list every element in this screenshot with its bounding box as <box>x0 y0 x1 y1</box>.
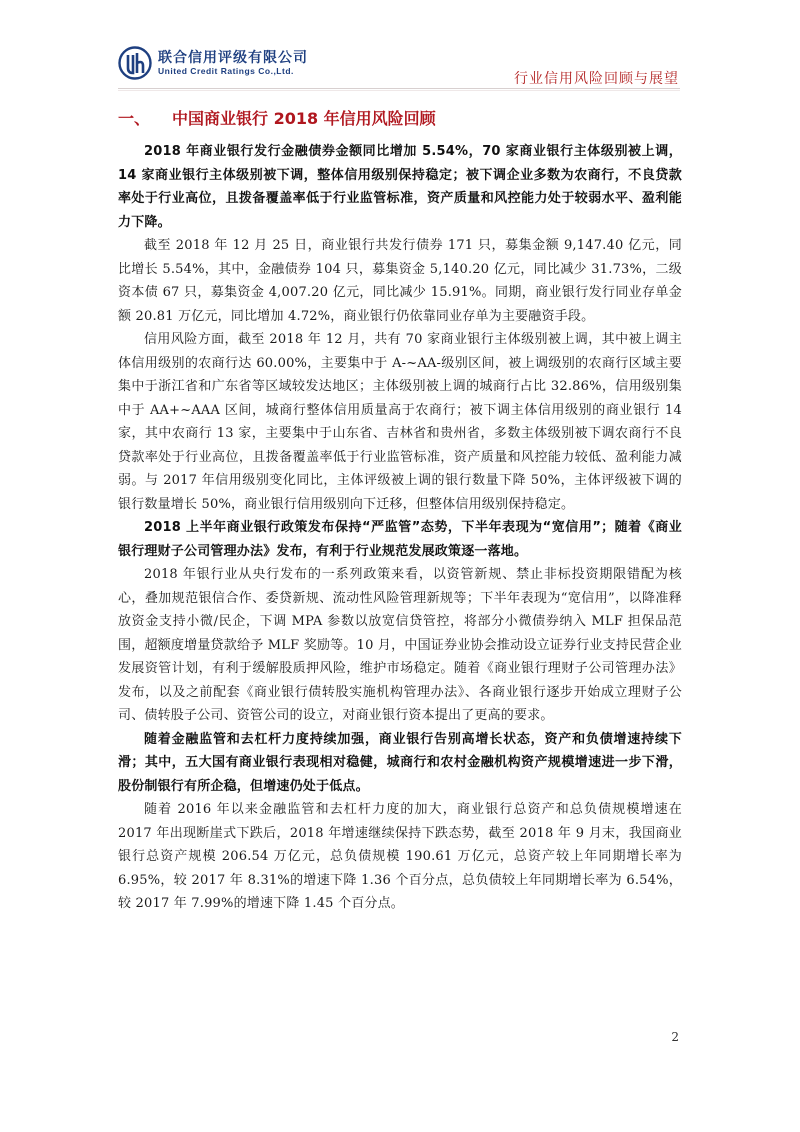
company-name-en: United Credit Ratings Co.,Ltd. <box>158 65 294 76</box>
header-divider-light <box>118 90 680 91</box>
ucr-logo-icon <box>118 46 152 80</box>
summary-paragraph: 2018 年商业银行发行金融债券金额同比增加 5.54%，70 家商业银行主体级别被上调，14 家商业银行主体级别被下调，整体信用级别保持稳定；被下调企业多数为农商行，不良贷款率处于行业高位，且拨备覆盖率低于行业监管标准，资产质量和风控能力处于较弱水平、盈利能力下降。 <box>118 144 682 230</box>
document-body <box>118 106 682 916</box>
page-number: 2 <box>671 1030 679 1044</box>
section-heading <box>118 106 682 132</box>
company-name-cn: 联合信用评级有限公司 <box>158 49 308 66</box>
header-divider <box>118 88 680 89</box>
summary-paragraph: 随着金融监管和去杠杆力度持续加强，商业银行告别高增长状态，资产和负债增速持续下滑；其中，五大国有商业银行表现相对稳健，城商行和农村金融机构资产规模增速进一步下滑，股份制银行有所企稳，但增速仍处于低点。 <box>118 731 682 794</box>
section-number: 一、 <box>118 109 151 128</box>
report-title: 行业信用风险回顾与展望 <box>514 71 679 87</box>
page-header <box>0 0 800 95</box>
body-paragraph: 截至 2018 年 12 月 25 日，商业银行共发行债券 171 只，募集金额 9,147.40 亿元，同比增长 5.54%，其中，金融债券 104 只，募集资金 5,140.20 亿元，同比减少 31.73%，二级资本债 67 只，募集资金 4,007.20 亿元，同比减少 15.91%。同期，商业银行发行同业存单金额 20.81 万亿元，同比增加 4.72%，商业银行仍依靠同业存单为主要融资手段。 <box>118 238 682 324</box>
body-paragraph: 随着 2016 年以来金融监管和去杠杆力度的加大，商业银行总资产和总负债规模增速在 2017 年出现断崖式下跌后，2018 年增速继续保持下跌态势，截至 2018 年 9 月末，我国商业银行总资产规模 206.54 万亿元，总负债规模 190.61 万亿元，总资产较上年同期增长率为 6.95%，较 2017 年 8.31%的增速下降 1.36 个百分点，总负债较上年同期增长率为 6.54%，较 2017 年 7.99%的增速下降 1.45 个百分点。 <box>118 802 682 911</box>
section-title: 中国商业银行 2018 年信用风险回顾 <box>172 109 436 128</box>
body-paragraph: 2018 年银行业从央行发布的一系列政策来看，以资管新规、禁止非标投资期限错配为核心，叠加规范银信合作、委贷新规、流动性风险管理新规等；下半年表现为“宽信用”，以降准释放资金支持小微/民企，下调 MPA 参数以放宽信贷管控，将部分小微债券纳入 MLF 担保品范围，超额度增量贷款给予 MLF 奖励等。10 月，中国证券业协会推动设立证券行业支持民营企业发展资管计划，有利于缓解股质押风险，维护市场稳定。随着《商业银行理财子公司管理办法》发布，以及之前配套《商业银行债转股实施机构管理办法》、各商业银行逐步开始成立理财子公司、债转股子公司、资管公司的设立，对商业银行资本提出了更高的要求。 <box>118 567 682 723</box>
summary-paragraph: 2018 上半年商业银行政策发布保持“严监管”态势，下半年表现为“宽信用”；随着《商业银行理财子公司管理办法》发布，有利于行业规范发展政策逐一落地。 <box>118 520 682 559</box>
company-logo <box>118 46 308 80</box>
body-paragraph: 信用风险方面，截至 2018 年 12 月，共有 70 家商业银行主体级别被上调，其中被上调主体信用级别的农商行达 60.00%，主要集中于 A-~AA-级别区间，被上调级别的农商行区域主要集中于浙江省和广东省等区域较发达地区；主体级别被上调的城商行占比 32.86%，信用级别集中于 AA+~AAA 区间，城商行整体信用质量高于农商行；被下调主体信用级别的商业银行 14 家，其中农商行 13 家，主要集中于山东省、吉林省和贵州省，多数主体级别被下调农商行不良贷款率处于行业高位，且拨备覆盖率低于行业监管标准，资产质量和风控能力较低、盈利能力减弱。与 2017 年信用级别变化同比，主体评级被上调的银行数量下降 50%，主体评级被下调的银行数量增长 50%，商业银行信用级别向下迁移，但整体信用级别保持稳定。 <box>118 332 682 512</box>
